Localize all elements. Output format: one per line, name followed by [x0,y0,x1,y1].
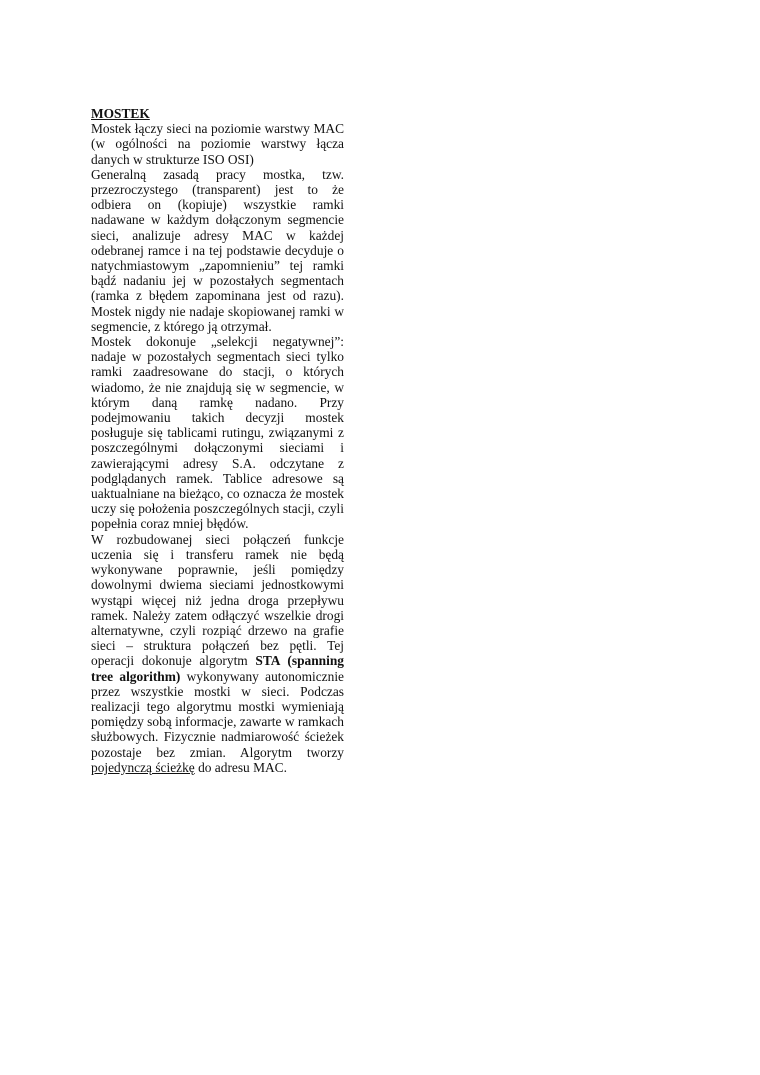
sta-term: STA (spanning tree algorithm) [91,653,344,684]
paragraph-negative-selection: Mostek dokonuje „selekcji negatywnej”: nadaje w pozostałych segmentach sieci tylko ramki zaadresowane do stacji, o których wiadomo, że nie znajdują się w segmencie, w którym daną ramkę nadano. Przy podejmowaniu takich decyzji mostek posługuje się tablicami rutingu, związanymi z poszczególnymi dołączonymi sieciami i zawierającymi adresy S.A. odczytane z podglądanych ramek. Tablice adresowe są uaktualniane na bieżąco, co oznacza że mostek uczy się położenia poszczególnych stacji, czyli popełnia coraz mniej błędów. [91,334,344,532]
paragraph-spanning-tree-part-1: W rozbudowanej sieci połączeń funkcje uczenia się i transferu ramek nie będą wykonywane poprawnie, jeśli pomiędzy dowolnymi dwiema sieciami jednostkowymi wystąpi więcej niż jedna droga przepływu ramek. Należy zatem odłączyć wszelkie drogi alternatywne, czyli rozpiąć drzewo na grafie sieci – struktura połączeń bez pętli. Tej operacji dokonuje algorytm [91,531,344,669]
paragraph-transparent-bridge: Generalną zasadą pracy mostka, tzw. przezroczystego (transparent) jest to że odbiera on (kopiuje) wszystkie ramki nadawane w każdym dołączonym segmencie sieci, analizuje adresy MAC w każdej odebranej ramce i na tej podstawie decyduje o natychmiastowym „zapomnieniu” tej ramki bądź nadaniu jej w pozostałych segmentach (ramka z błędem zapominana jest od razu). Mostek nigdy nie nadaje skopiowanej ramki w segmencie, z którego ją otrzymał. [91,166,344,334]
single-path-term: pojedynczą ścieżkę [91,759,195,775]
paragraph-spanning-tree-part-2: wykonywany autonomicznie przez wszystkie mostki w sieci. Podczas realizacji tego algorytmu mostki wymieniają pomiędzy sobą informacje, zawarte w ramkach służbowych. Fizycznie nadmiarowość ścieżek pozostaje bez zmian. Algorytm tworzy [91,668,344,760]
document-title: MOSTEK [91,106,150,121]
paragraph-definition: Mostek łączy sieci na poziomie warstwy MAC (w ogólności na poziomie warstwy łącza danych w strukturze ISO OSI) [91,121,344,167]
text-column [91,106,344,775]
paragraph-spanning-tree [91,532,344,775]
paragraph-spanning-tree-part-3: do adresu MAC. [194,759,287,775]
